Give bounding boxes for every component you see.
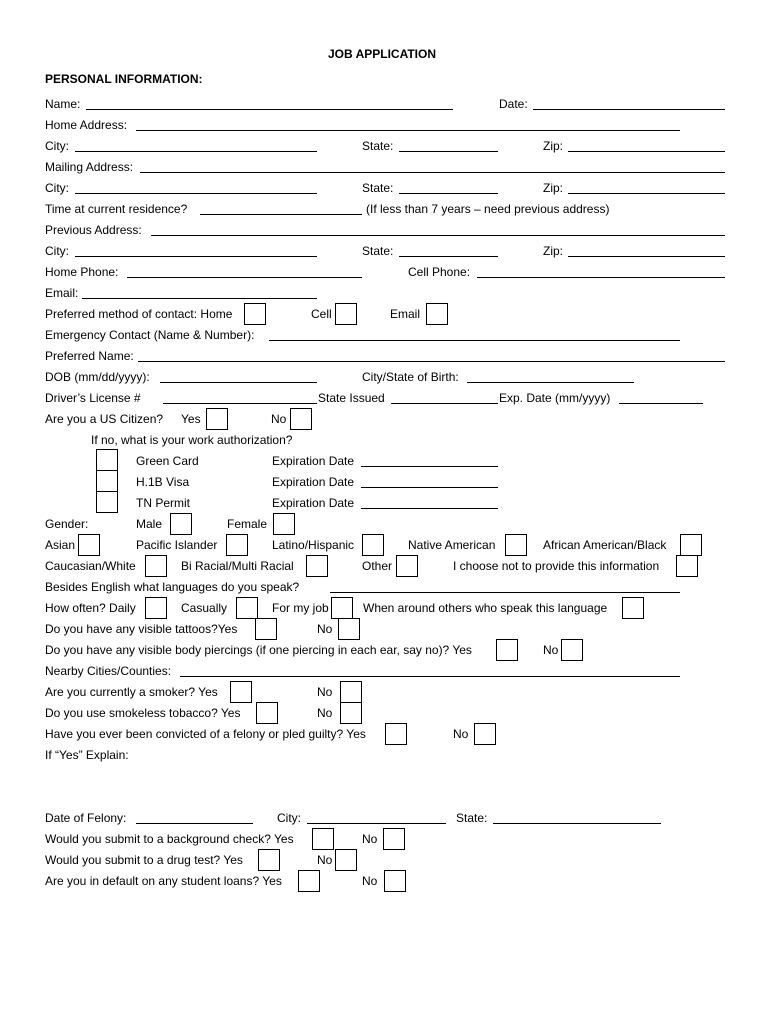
pacific-islander-checkbox[interactable] <box>226 534 248 556</box>
felony-no-label: No <box>453 727 469 741</box>
how-often-label: How often? Daily <box>45 601 136 615</box>
african-american-checkbox[interactable] <box>680 534 702 556</box>
mailing-address-field[interactable] <box>140 172 725 173</box>
african-american-label: African American/Black <box>543 538 667 552</box>
page-title: JOB APPLICATION <box>328 47 437 61</box>
felony-city-label: City: <box>277 811 301 825</box>
casually-checkbox[interactable] <box>236 597 258 619</box>
biracial-label: Bi Racial/Multi Racial <box>181 559 294 573</box>
section-title: PERSONAL INFORMATION: <box>45 72 203 86</box>
license-exp-label: Exp. Date (mm/yyyy) <box>499 391 611 405</box>
contact-home-checkbox[interactable] <box>244 303 266 325</box>
previous-address-field[interactable] <box>151 235 725 236</box>
drug-test-label: Would you submit to a drug test? Yes <box>45 853 243 867</box>
student-loans-label: Are you in default on any student loans? Yes <box>45 874 282 888</box>
piercings-no-checkbox[interactable] <box>561 639 583 661</box>
casually-label: Casually <box>181 601 228 615</box>
mailing-address-label: Mailing Address: <box>45 160 134 174</box>
contact-cell-checkbox[interactable] <box>335 303 357 325</box>
birthplace-field[interactable] <box>467 382 634 383</box>
previous-zip-label: Zip: <box>543 244 564 258</box>
latino-checkbox[interactable] <box>362 534 384 556</box>
felony-date-field[interactable] <box>136 823 253 824</box>
dob-field[interactable] <box>160 382 317 383</box>
green-card-expiration-label: Expiration Date <box>272 454 355 468</box>
loans-yes-checkbox[interactable] <box>298 870 320 892</box>
smoker-no-label: No <box>317 685 333 699</box>
dob-label: DOB (mm/dd/yyyy): <box>45 370 150 384</box>
felony-state-label: State: <box>456 811 488 825</box>
loans-no-label: No <box>362 874 378 888</box>
preferred-name-label: Preferred Name: <box>45 349 134 363</box>
loans-no-checkbox[interactable] <box>384 870 406 892</box>
mailing-state-field[interactable] <box>399 193 498 194</box>
work-auth-question: If no, what is your work authorization? <box>91 433 293 447</box>
time-at-residence-label: Time at current residence? <box>45 202 188 216</box>
previous-zip-field[interactable] <box>568 256 725 257</box>
citizen-no-label: No <box>271 412 287 426</box>
daily-checkbox[interactable] <box>145 597 167 619</box>
tn-expiration-field[interactable] <box>361 508 498 509</box>
previous-city-label: City: <box>45 244 69 258</box>
home-phone-label: Home Phone: <box>45 265 119 279</box>
smokeless-no-checkbox[interactable] <box>340 702 362 724</box>
piercings-yes-checkbox[interactable] <box>496 639 518 661</box>
around-others-checkbox[interactable] <box>622 597 644 619</box>
smoker-label: Are you currently a smoker? Yes <box>45 685 218 699</box>
native-american-checkbox[interactable] <box>505 534 527 556</box>
contact-cell-label: Cell <box>311 307 332 321</box>
smoker-yes-checkbox[interactable] <box>230 681 252 703</box>
gender-label: Gender: <box>45 517 89 531</box>
mailing-state-label: State: <box>362 181 394 195</box>
tattoos-no-checkbox[interactable] <box>338 618 360 640</box>
name-label: Name: <box>45 97 81 111</box>
tn-permit-label: TN Permit <box>136 496 190 510</box>
explain-label: If “Yes” Explain: <box>45 748 129 762</box>
contact-email-checkbox[interactable] <box>426 303 448 325</box>
biracial-checkbox[interactable] <box>306 555 328 577</box>
felony-city-field[interactable] <box>307 823 446 824</box>
smoker-no-checkbox[interactable] <box>340 681 362 703</box>
for-my-job-checkbox[interactable] <box>331 597 353 619</box>
languages-label: Besides English what languages do you speak? <box>45 580 300 594</box>
license-state-field[interactable] <box>391 403 498 404</box>
city-label: City: <box>45 139 69 153</box>
latino-label: Latino/Hispanic <box>272 538 355 552</box>
mailing-city-field[interactable] <box>75 193 317 194</box>
state-label: State: <box>362 139 394 153</box>
smokeless-yes-checkbox[interactable] <box>256 702 278 724</box>
decline-label: I choose not to provide this information <box>453 559 660 573</box>
h1b-label: H.1B Visa <box>136 475 190 489</box>
previous-address-note: (If less than 7 years – need previous address) <box>366 202 610 216</box>
license-exp-field[interactable] <box>619 403 703 404</box>
tattoos-yes-checkbox[interactable] <box>255 618 277 640</box>
pacific-islander-label: Pacific Islander <box>136 538 218 552</box>
date-field[interactable] <box>533 109 725 110</box>
h1b-expiration-label: Expiration Date <box>272 475 355 489</box>
other-label: Other <box>362 559 393 573</box>
time-at-residence-field[interactable] <box>200 214 362 215</box>
nearby-cities-field[interactable] <box>180 676 680 677</box>
birthplace-label: City/State of Birth: <box>362 370 459 384</box>
mailing-zip-field[interactable] <box>568 193 725 194</box>
previous-address-label: Previous Address: <box>45 223 142 237</box>
contact-method-label: Preferred method of contact: Home <box>45 307 233 321</box>
citizen-label: Are you a US Citizen? <box>45 412 164 426</box>
piercings-label: Do you have any visible body piercings (if one piercing in each ear, say no)? Yes <box>45 643 472 657</box>
other-checkbox[interactable] <box>396 555 418 577</box>
background-no-checkbox[interactable] <box>383 828 405 850</box>
drug-no-checkbox[interactable] <box>335 849 357 871</box>
green-card-expiration-field[interactable] <box>361 466 498 467</box>
zip-label: Zip: <box>543 139 564 153</box>
mailing-city-label: City: <box>45 181 69 195</box>
nearby-cities-label: Nearby Cities/Counties: <box>45 664 172 678</box>
home-address-field[interactable] <box>136 130 680 131</box>
email-field[interactable] <box>82 298 317 299</box>
name-field[interactable] <box>86 109 453 110</box>
background-yes-checkbox[interactable] <box>312 828 334 850</box>
city-field[interactable] <box>75 151 317 152</box>
preferred-name-field[interactable] <box>138 361 725 362</box>
green-card-label: Green Card <box>136 454 199 468</box>
drug-yes-checkbox[interactable] <box>258 849 280 871</box>
background-check-label: Would you submit to a background check? Yes <box>45 832 294 846</box>
piercings-no-label: No <box>543 643 559 657</box>
emergency-contact-label: Emergency Contact (Name & Number): <box>45 328 255 342</box>
female-checkbox[interactable] <box>273 513 295 535</box>
h1b-expiration-field[interactable] <box>361 487 498 488</box>
tn-expiration-label: Expiration Date <box>272 496 355 510</box>
cell-phone-field[interactable] <box>477 277 725 278</box>
female-label: Female <box>227 517 268 531</box>
felony-yes-checkbox[interactable] <box>385 723 407 745</box>
smokeless-label: Do you use smokeless tobacco? Yes <box>45 706 241 720</box>
felony-no-checkbox[interactable] <box>474 723 496 745</box>
license-label: Driver’s License # <box>45 391 141 405</box>
date-label: Date: <box>499 97 528 111</box>
for-my-job-label: For my job <box>272 601 329 615</box>
tattoos-label: Do you have any visible tattoos?Yes <box>45 622 238 636</box>
male-label: Male <box>136 517 163 531</box>
home-phone-field[interactable] <box>127 277 362 278</box>
asian-label: Asian <box>45 538 76 552</box>
previous-state-label: State: <box>362 244 394 258</box>
native-american-label: Native American <box>408 538 496 552</box>
emergency-contact-field[interactable] <box>269 340 680 341</box>
felony-label: Have you ever been convicted of a felony or pled guilty? Yes <box>45 727 366 741</box>
home-address-label: Home Address: <box>45 118 128 132</box>
felony-date-label: Date of Felony: <box>45 811 127 825</box>
drug-no-label: No <box>317 853 333 867</box>
h1b-checkbox[interactable] <box>96 470 118 492</box>
citizen-no-checkbox[interactable] <box>290 408 312 430</box>
male-checkbox[interactable] <box>170 513 192 535</box>
contact-email-label: Email <box>390 307 421 321</box>
asian-checkbox[interactable] <box>78 534 100 556</box>
around-others-label: When around others who speak this language <box>363 601 608 615</box>
citizen-yes-checkbox[interactable] <box>206 408 228 430</box>
smokeless-no-label: No <box>317 706 333 720</box>
tattoos-no-label: No <box>317 622 333 636</box>
felony-state-field[interactable] <box>493 823 661 824</box>
license-state-label: State Issued <box>318 391 385 405</box>
citizen-yes-label: Yes <box>181 412 201 426</box>
zip-field[interactable] <box>568 151 725 152</box>
mailing-zip-label: Zip: <box>543 181 564 195</box>
tn-permit-checkbox[interactable] <box>96 491 118 513</box>
cell-phone-label: Cell Phone: <box>408 265 471 279</box>
state-field[interactable] <box>399 151 498 152</box>
previous-city-field[interactable] <box>75 256 317 257</box>
caucasian-label: Caucasian/White <box>45 559 136 573</box>
previous-state-field[interactable] <box>399 256 498 257</box>
license-field[interactable] <box>163 403 317 404</box>
caucasian-checkbox[interactable] <box>145 555 167 577</box>
email-label: Email: <box>45 286 79 300</box>
green-card-checkbox[interactable] <box>96 449 118 471</box>
background-no-label: No <box>362 832 378 846</box>
decline-checkbox[interactable] <box>676 555 698 577</box>
languages-field[interactable] <box>330 592 680 593</box>
